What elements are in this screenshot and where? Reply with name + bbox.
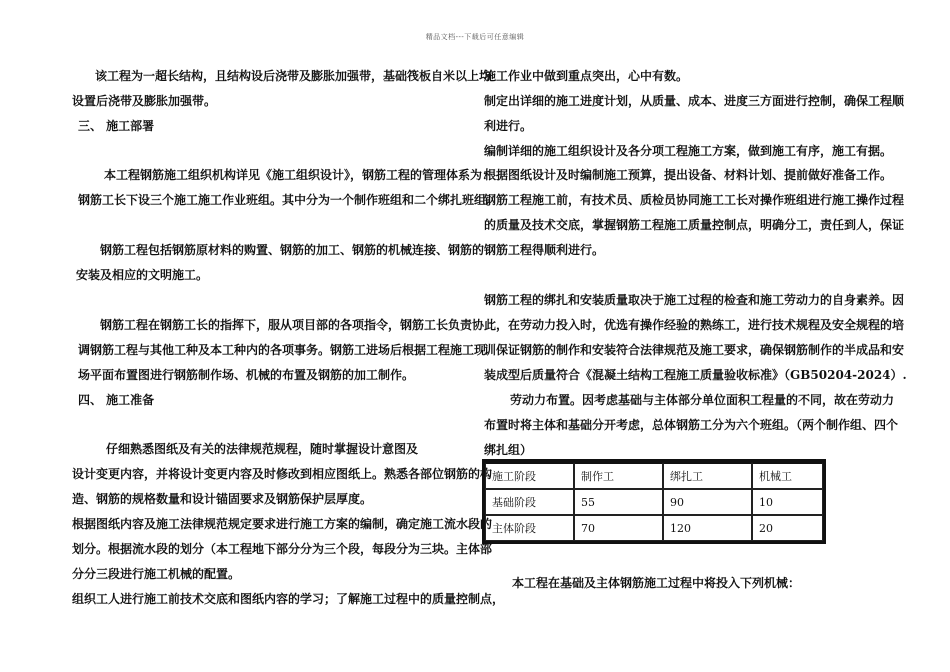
- table-header-row: [485, 462, 823, 489]
- paragraph-line: 编制详细的施工组织设计及各分项工程施工方案，做到施工有序，施工有据。: [484, 144, 893, 158]
- paragraph-line: 根据图纸内容及施工法律规范规定要求进行施工方案的编制，确定施工流水段的: [72, 517, 493, 531]
- paragraph-line: 钢筋工程得顺利进行。: [484, 243, 605, 257]
- table-header-cell: 机械工: [752, 462, 823, 489]
- paragraph-line: 场平面布置图进行钢筋制作场、机械的布置及钢筋的加工制作。: [78, 368, 415, 382]
- table-cell: 基础阶段: [485, 489, 574, 515]
- paragraph-line: 设置后浇带及膨胀加强带。: [72, 94, 217, 108]
- paragraph-line: 设计变更内容，并将设计变更内容及时修改到相应图纸上。熟悉各部位钢筋的构: [72, 467, 493, 481]
- paragraph-line: 训保证钢筋的制作和安装符合法律规范及施工要求，确保钢筋制作的半成品和安: [484, 343, 905, 357]
- table-cell: 55: [574, 489, 663, 515]
- paragraph-line: 的质量及技术交底，掌握钢筋工程施工质量控制点，明确分工，责任到人，保证: [484, 218, 905, 232]
- paragraph-line: 仔细熟悉图纸及有关的法律规范规程，随时掌握设计意图及: [106, 442, 419, 456]
- paragraph-line: 调钢筋工程与其他工种及本工种内的各项事务。钢筋工进场后根据工程施工现: [78, 343, 487, 357]
- paragraph-line: 装成型后质量符合《混凝土结构工程施工质量验收标准》（GB50204-2024）.: [484, 368, 907, 382]
- labor-table: [482, 459, 826, 544]
- paragraph-line: 组织工人进行施工前技术交底和图纸内容的学习；了解施工过程中的质量控制点，: [72, 592, 505, 606]
- table-cell: 70: [574, 515, 663, 541]
- paragraph-line: 钢筋工程在钢筋工长的指挥下，服从项目部的各项指令，钢筋工长负责协: [100, 318, 485, 332]
- paragraph-line: 钢筋工程的绑扎和安装质量取决于施工过程的检查和施工劳动力的自身素养。因: [484, 293, 905, 307]
- paragraph-line: 本工程钢筋施工组织机构详见《施工组织设计》，钢筋工程的管理体系为：: [104, 168, 495, 182]
- paragraph-line: 布置时将主体和基础分开考虑，总体钢筋工分为六个班组。（两个制作组、四个: [484, 418, 899, 432]
- table-header-cell: 施工阶段: [485, 462, 574, 489]
- paragraph-line: 分分三段进行施工机械的配置。: [72, 567, 241, 581]
- table-row: [485, 489, 823, 515]
- table-cell: 主体阶段: [485, 515, 574, 541]
- page-header: 精品文档---下载后可任意编辑: [425, 33, 525, 41]
- table-cell: 120: [663, 515, 752, 541]
- paragraph-line: 利进行。: [484, 119, 533, 133]
- table-row: [485, 515, 823, 541]
- table-cell: 20: [752, 515, 823, 541]
- paragraph-line: 根据图纸设计及时编制施工预算，提出设备、材料计划、提前做好准备工作。: [484, 168, 893, 182]
- paragraph-line: 本工程在基础及主体钢筋施工过程中将投入下列机械：: [512, 576, 801, 590]
- paragraph-line: 劳动力布置。因考虑基础与主体部分单位面积工程量的不同，故在劳动力: [510, 393, 895, 407]
- paragraph-line: 绑扎组）: [484, 443, 533, 457]
- paragraph-line: 制定出详细的施工进度计划，从质量、成本、进度三方面进行控制，确保工程顺: [484, 94, 905, 108]
- table-header-cell: 绑扎工: [663, 462, 752, 489]
- table-cell: 10: [752, 489, 823, 515]
- paragraph-line: 该工程为一超长结构，且结构设后浇带及膨胀加强带，基础筏板自米以上均: [95, 69, 492, 83]
- paragraph-line: 施工作业中做到重点突出，心中有数。: [484, 69, 689, 83]
- table-header-cell: 制作工: [574, 462, 663, 489]
- paragraph-line: 钢筋工程包括钢筋原材料的购置、钢筋的加工、钢筋的机械连接、钢筋的: [100, 243, 485, 257]
- paragraph-line: 钢筋工长下设三个施工施工作业班组。其中分为一个制作班组和二个绑扎班组。: [78, 193, 499, 207]
- paragraph-line: 钢筋工程施工前，有技术员、质检员协同施工工长对操作班组进行施工操作过程: [484, 193, 905, 207]
- section-heading: 四、 施工准备: [78, 393, 155, 407]
- table-cell: 90: [663, 489, 752, 515]
- paragraph-line: 造、钢筋的规格数量和设计锚固要求及钢筋保护层厚度。: [72, 492, 373, 506]
- paragraph-line: 安装及相应的文明施工。: [76, 268, 209, 282]
- section-heading: 三、 施工部署: [78, 119, 155, 133]
- paragraph-line: 划分。根据流水段的划分（本工程地下部分分为三个段，每段分为三块。主体部: [72, 542, 493, 556]
- paragraph-line: 此，在劳动力投入时，优选有操作经验的熟练工，进行技术规程及安全规程的培: [484, 318, 905, 332]
